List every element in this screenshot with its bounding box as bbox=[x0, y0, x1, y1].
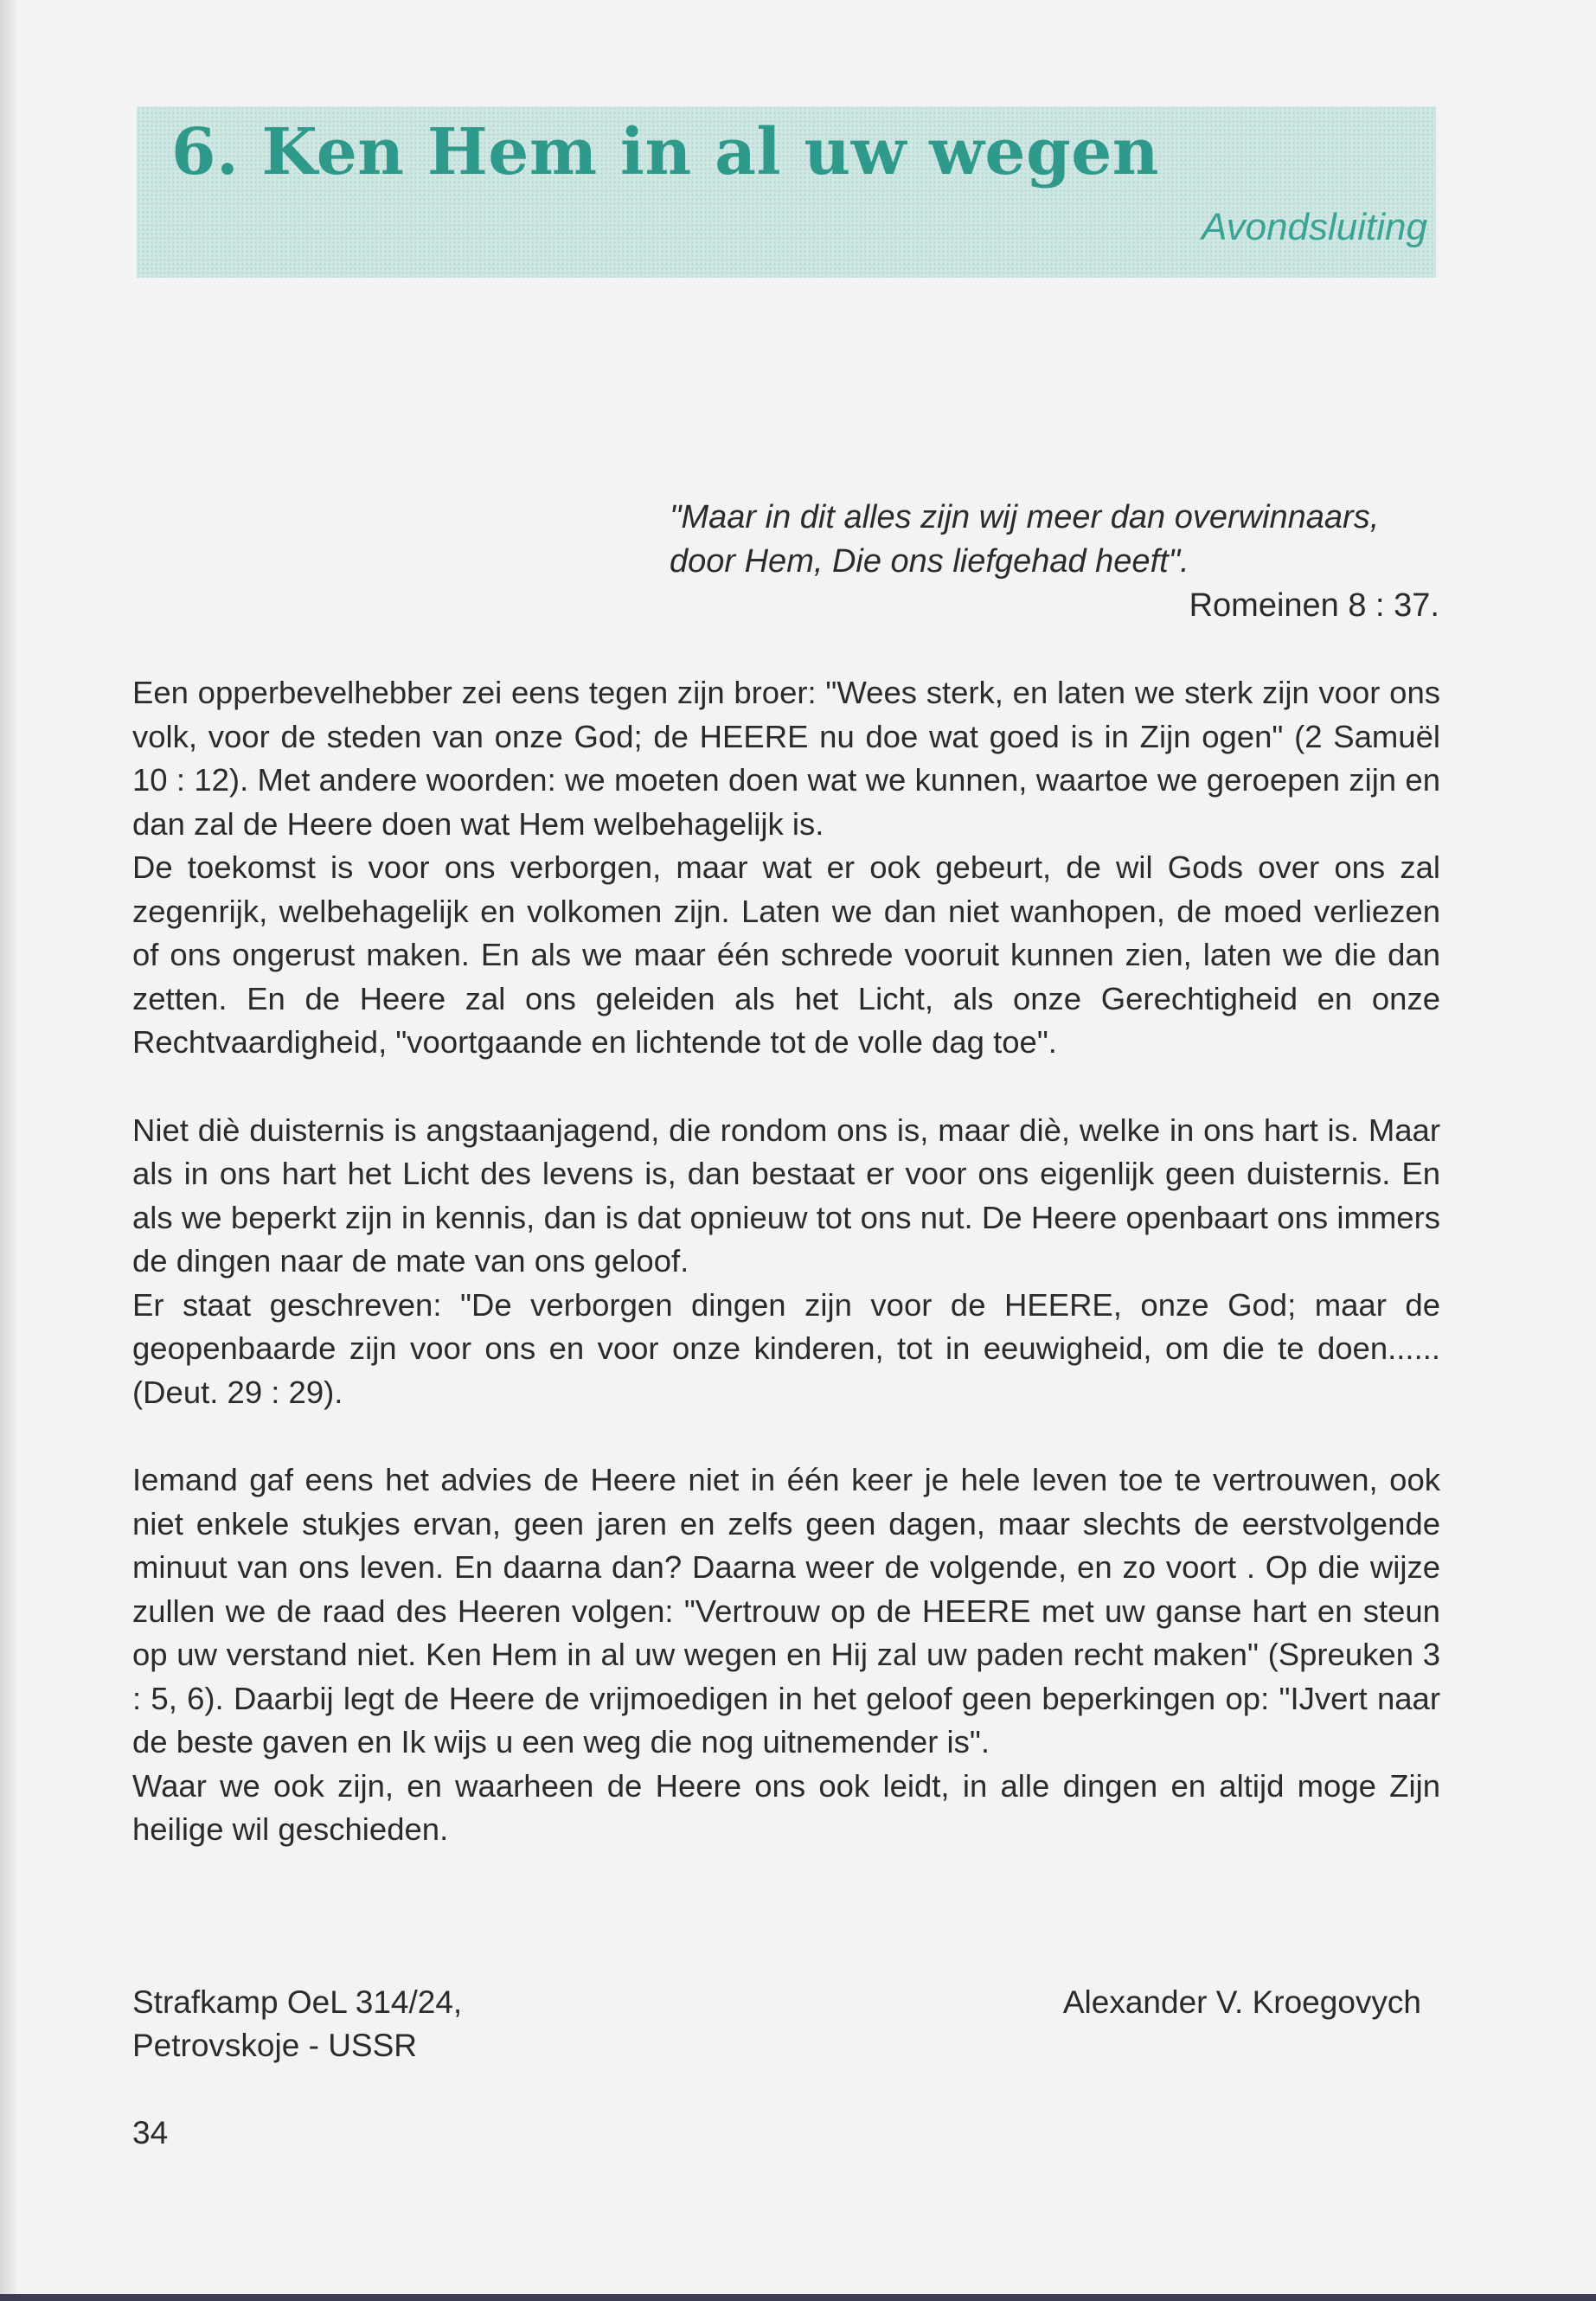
page-subtitle: Avondsluiting bbox=[1202, 206, 1427, 248]
paragraph: Er staat geschreven: "De verborgen dingen zijn voor de HEERE, onze God; maar de geopenbaarde zijn voor ons en voor onze kinderen, tot in eeuwigheid, om die te doen...... (Deut. 29 : 29). bbox=[132, 1286, 1440, 1410]
paragraph: Niet diè duisternis is angstaanjagend, die rondom ons is, maar diè, welke in ons hart is. Maar als in ons hart het Licht des levens is, dan bestaat er voor ons eigenlijk geen duisternis. En als we beperkt zijn in kennis, dan is dat opnieuw tot ons nut. De Heere openbaart ons immers de dingen naar de mate van ons geloof. bbox=[132, 1112, 1440, 1279]
quote-reference: Romeinen 8 : 37. bbox=[1189, 587, 1439, 624]
paragraph: Iemand gaf eens het advies de Heere niet in één keer je hele leven toe te vertrouwen, ook niet enkele stukjes ervan, geen jaren en zelfs geen dagen, maar slechts de eerstvolgende minuut van ons leven. En daarna dan? Daarna weer de volgende, en zo voort . Op die wijze zullen we de raad des Heeren volgen: "Vertrouw op de HEERE met uw ganse hart en steun op uw verstand niet. Ken Hem in al uw wegen en Hij zal uw paden recht maken" (Spreuken 3 : 5, 6). Daarbij legt de Heere de vrijmoedigen in het geloof geen beperkingen op: "IJvert naar de beste gaven en Ik wijs u een weg die nog uitnemender is". bbox=[132, 1462, 1440, 1759]
location-line-2: Petrovskoje - USSR bbox=[132, 2028, 417, 2063]
paragraph: De toekomst is voor ons verborgen, maar wat er ook gebeurt, de wil Gods over ons zal zegenrijk, welbehagelijk en volkomen zijn. Laten we dan niet wanhopen, de moed verliezen of ons ongerust maken. En als we maar één schrede vooruit kunnen zien, laten we die dan zetten. En de Heere zal ons geleiden als het Licht, als onze Gerechtigheid en onze Rechtvaardigheid, "voortgaande en lichtende tot de volle dag toe". bbox=[132, 849, 1440, 1060]
paragraph: Waar we ook zijn, en waarheen de Heere ons ook leidt, in alle dingen en altijd moge Zijn heilige wil geschieden. bbox=[132, 1767, 1440, 1847]
page-number: 34 bbox=[132, 2115, 169, 2150]
scripture-quote bbox=[670, 496, 1439, 628]
author-name: Alexander V. Kroegovych bbox=[1062, 1984, 1421, 2020]
quote-line-2: door Hem, Die ons liefgehad heeft". bbox=[670, 543, 1189, 580]
author-location bbox=[132, 1981, 462, 2067]
location-line-1: Strafkamp OeL 314/24, bbox=[132, 1984, 463, 2020]
page-gutter-shadow bbox=[0, 0, 16, 2301]
paragraph: Een opperbevelhebber zei eens tegen zijn broer: "Wees sterk, en laten we sterk zijn voor ons volk, voor de steden van onze God; de HEERE nu doe wat goed is in Zijn ogen" (2 Samuël 10 : 12). Met andere woorden: we moeten doen wat we kunnen, waartoe we geroepen zijn en dan zal de Heere doen wat Hem welbehagelijk is. bbox=[132, 675, 1440, 842]
page bbox=[16, 0, 1596, 2301]
title-banner bbox=[137, 106, 1436, 278]
quote-line-1: "Maar in dit alles zijn wij meer dan overwinnaars, bbox=[670, 499, 1380, 535]
page-title: 6. Ken Hem in al uw wegen bbox=[171, 115, 1160, 189]
body-text bbox=[132, 671, 1440, 1852]
bottom-edge-strip bbox=[0, 2294, 1596, 2301]
